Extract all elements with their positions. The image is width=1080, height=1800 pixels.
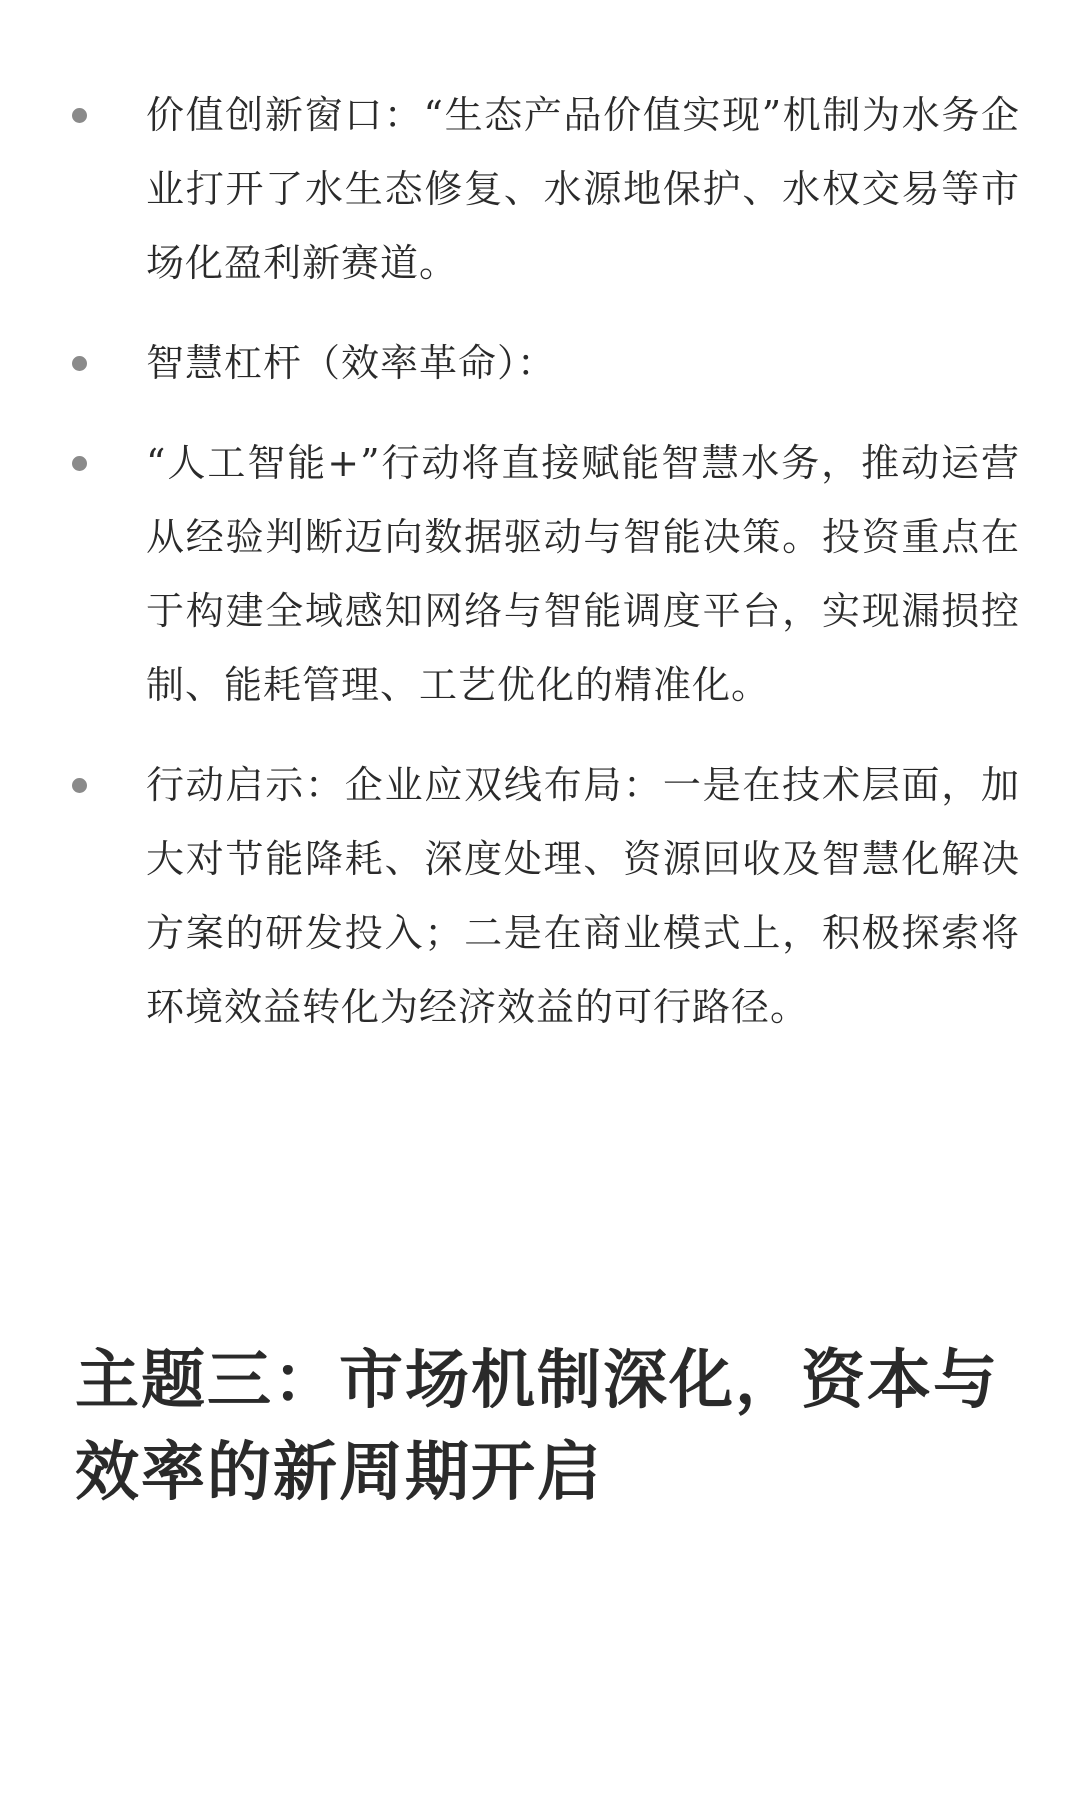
bullet-item-action-insight [70,748,1020,1044]
bullet-item-smart-leverage [70,326,1020,400]
bullet-dot-icon [72,356,87,371]
bullet-dot-icon [72,108,87,123]
bullet-text: 智慧杠杆（效率革命）： [146,341,557,385]
bullet-dot-icon [72,456,87,471]
bullet-list [70,78,1020,1070]
bullet-dot-icon [72,778,87,793]
section-title: 主题三：市场机制深化，资本与效率的新周期开启 [75,1343,999,1510]
bullet-text: “人工智能+”行动将直接赋能智慧水务，推动运营从经验判断迈向数据驱动与智能决策。投资重点在于构建全域感知网络与智能调度平台，实现漏损控制、能耗管理、工艺优化的精准化。 [146,441,1020,707]
bullet-text: 行动启示：企业应双线布局：一是在技术层面，加大对节能降耗、深度处理、资源回收及智慧化解决方案的研发投入；二是在商业模式上，积极探索将环境效益转化为经济效益的可行路径。 [146,763,1020,1029]
bullet-item-ai-plus [70,426,1020,722]
bullet-text: 价值创新窗口：“生态产品价值实现”机制为水务企业打开了水生态修复、水源地保护、水权交易等市场化盈利新赛道。 [146,93,1020,285]
bullet-item-value-innovation [70,78,1020,300]
